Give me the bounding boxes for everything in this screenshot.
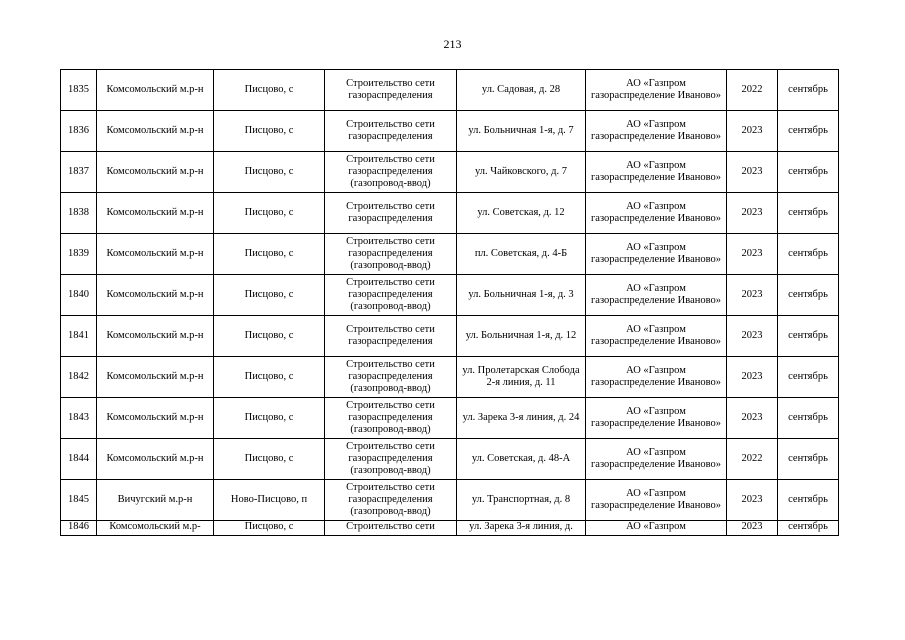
month-cell: сентябрь — [778, 275, 839, 316]
address-cell: ул. Больничная 1-я, д. 12 — [457, 316, 586, 357]
district-cell: Комсомольский м.р- — [97, 521, 214, 536]
address-cell: ул. Советская, д. 48-А — [457, 439, 586, 480]
month-cell: сентябрь — [778, 193, 839, 234]
organization-cell: АО «Газпром газораспределение Иваново» — [586, 111, 727, 152]
organization-cell: АО «Газпром газораспределение Иваново» — [586, 439, 727, 480]
month-cell: сентябрь — [778, 316, 839, 357]
work-type-cell: Строительство сети газораспределения (газопровод-ввод) — [325, 439, 457, 480]
table-row — [61, 275, 839, 316]
month-cell: сентябрь — [778, 439, 839, 480]
district-cell: Комсомольский м.р-н — [97, 70, 214, 111]
work-type-cell: Строительство сети газораспределения — [325, 193, 457, 234]
address-cell: ул. Зарека 3-я линия, д. — [457, 521, 586, 536]
month-cell: сентябрь — [778, 234, 839, 275]
month-cell: сентябрь — [778, 70, 839, 111]
organization-cell: АО «Газпром газораспределение Иваново» — [586, 316, 727, 357]
organization-cell: АО «Газпром газораспределение Иваново» — [586, 357, 727, 398]
table-row — [61, 480, 839, 521]
address-cell: ул. Больничная 1-я, д. 3 — [457, 275, 586, 316]
row-number-cell: 1846 — [61, 521, 97, 536]
work-type-cell: Строительство сети газораспределения (газопровод-ввод) — [325, 275, 457, 316]
district-cell: Комсомольский м.р-н — [97, 152, 214, 193]
row-number-cell: 1841 — [61, 316, 97, 357]
year-cell: 2023 — [727, 521, 778, 536]
table-row — [61, 316, 839, 357]
year-cell: 2023 — [727, 398, 778, 439]
organization-cell: АО «Газпром газораспределение Иваново» — [586, 275, 727, 316]
row-number-cell: 1844 — [61, 439, 97, 480]
work-type-cell: Строительство сети газораспределения — [325, 111, 457, 152]
settlement-cell: Писцово, с — [214, 193, 325, 234]
month-cell: сентябрь — [778, 521, 839, 536]
settlement-cell: Писцово, с — [214, 316, 325, 357]
organization-cell: АО «Газпром газораспределение Иваново» — [586, 152, 727, 193]
address-cell: ул. Больничная 1-я, д. 7 — [457, 111, 586, 152]
table-row — [61, 193, 839, 234]
work-type-cell: Строительство сети — [325, 521, 457, 536]
row-number-cell: 1839 — [61, 234, 97, 275]
work-type-cell: Строительство сети газораспределения (газопровод-ввод) — [325, 357, 457, 398]
district-cell: Комсомольский м.р-н — [97, 439, 214, 480]
settlement-cell: Писцово, с — [214, 234, 325, 275]
address-cell: ул. Пролетарская Слобода 2-я линия, д. 11 — [457, 357, 586, 398]
district-cell: Комсомольский м.р-н — [97, 111, 214, 152]
table-row — [61, 234, 839, 275]
organization-cell: АО «Газпром газораспределение Иваново» — [586, 480, 727, 521]
address-cell: ул. Советская, д. 12 — [457, 193, 586, 234]
settlement-cell: Писцово, с — [214, 70, 325, 111]
settlement-cell: Писцово, с — [214, 152, 325, 193]
row-number-cell: 1840 — [61, 275, 97, 316]
address-cell: ул. Чайковского, д. 7 — [457, 152, 586, 193]
year-cell: 2023 — [727, 111, 778, 152]
settlement-cell: Писцово, с — [214, 439, 325, 480]
district-cell: Комсомольский м.р-н — [97, 357, 214, 398]
settlement-cell: Писцово, с — [214, 357, 325, 398]
address-cell: ул. Садовая, д. 28 — [457, 70, 586, 111]
month-cell: сентябрь — [778, 152, 839, 193]
year-cell: 2023 — [727, 193, 778, 234]
address-cell: ул. Транспортная, д. 8 — [457, 480, 586, 521]
year-cell: 2023 — [727, 234, 778, 275]
address-cell: ул. Зарека 3-я линия, д. 24 — [457, 398, 586, 439]
year-cell: 2022 — [727, 70, 778, 111]
work-type-cell: Строительство сети газораспределения (газопровод-ввод) — [325, 152, 457, 193]
month-cell: сентябрь — [778, 111, 839, 152]
table-row — [61, 111, 839, 152]
work-type-cell: Строительство сети газораспределения (газопровод-ввод) — [325, 480, 457, 521]
organization-cell: АО «Газпром — [586, 521, 727, 536]
month-cell: сентябрь — [778, 357, 839, 398]
district-cell: Вичугский м.р-н — [97, 480, 214, 521]
settlement-cell: Писцово, с — [214, 111, 325, 152]
district-cell: Комсомольский м.р-н — [97, 316, 214, 357]
year-cell: 2023 — [727, 316, 778, 357]
work-type-cell: Строительство сети газораспределения (газопровод-ввод) — [325, 398, 457, 439]
row-number-cell: 1837 — [61, 152, 97, 193]
work-type-cell: Строительство сети газораспределения — [325, 316, 457, 357]
row-number-cell: 1842 — [61, 357, 97, 398]
row-number-cell: 1838 — [61, 193, 97, 234]
work-type-cell: Строительство сети газораспределения (газопровод-ввод) — [325, 234, 457, 275]
row-number-cell: 1836 — [61, 111, 97, 152]
organization-cell: АО «Газпром газораспределение Иваново» — [586, 398, 727, 439]
table-row — [61, 152, 839, 193]
year-cell: 2022 — [727, 439, 778, 480]
row-number-cell: 1835 — [61, 70, 97, 111]
settlement-cell: Писцово, с — [214, 275, 325, 316]
district-cell: Комсомольский м.р-н — [97, 275, 214, 316]
district-cell: Комсомольский м.р-н — [97, 193, 214, 234]
district-cell: Комсомольский м.р-н — [97, 398, 214, 439]
table-row — [61, 439, 839, 480]
address-cell: пл. Советская, д. 4-Б — [457, 234, 586, 275]
year-cell: 2023 — [727, 152, 778, 193]
table-row — [61, 70, 839, 111]
row-number-cell: 1843 — [61, 398, 97, 439]
settlement-cell: Писцово, с — [214, 398, 325, 439]
table-body — [61, 70, 839, 536]
gas-network-table — [60, 69, 839, 536]
settlement-cell: Ново-Писцово, п — [214, 480, 325, 521]
organization-cell: АО «Газпром газораспределение Иваново» — [586, 193, 727, 234]
page-number: 213 — [443, 37, 462, 51]
month-cell: сентябрь — [778, 480, 839, 521]
table-row — [61, 521, 839, 536]
year-cell: 2023 — [727, 357, 778, 398]
work-type-cell: Строительство сети газораспределения — [325, 70, 457, 111]
year-cell: 2023 — [727, 275, 778, 316]
district-cell: Комсомольский м.р-н — [97, 234, 214, 275]
settlement-cell: Писцово, с — [214, 521, 325, 536]
month-cell: сентябрь — [778, 398, 839, 439]
row-number-cell: 1845 — [61, 480, 97, 521]
organization-cell: АО «Газпром газораспределение Иваново» — [586, 234, 727, 275]
year-cell: 2023 — [727, 480, 778, 521]
table-row — [61, 398, 839, 439]
table-row — [61, 357, 839, 398]
organization-cell: АО «Газпром газораспределение Иваново» — [586, 70, 727, 111]
